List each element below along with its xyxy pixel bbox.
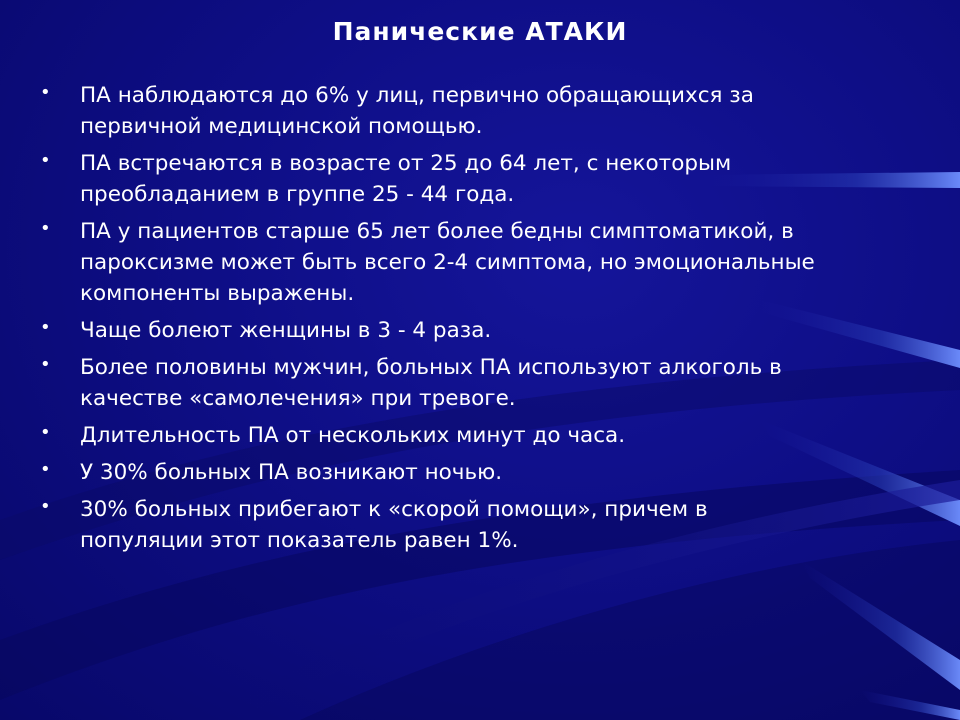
bullet-text: Более половины мужчин, больных ПА используют алкоголь в качестве «самолечения» при тревоге. [80, 355, 782, 411]
bullet-item [40, 457, 920, 488]
bullet-item [40, 420, 920, 451]
bullet-text: ПА наблюдаются до 6% у лиц, первично обращающихся за первичной медицинской помощью. [80, 83, 754, 139]
slide-title: Панические АТАКИ [332, 17, 628, 46]
bullet-text: 30% больных прибегают к «скорой помощи», причем в популяции этот показатель равен 1%. [80, 497, 708, 553]
bullet-text: Чаще болеют женщины в 3 - 4 раза. [80, 318, 492, 343]
bullet-dot-icon: • [40, 82, 51, 103]
bullet-dot-icon: • [40, 317, 51, 338]
bullet-text: Длительность ПА от нескольких минут до часа. [80, 423, 626, 448]
bullet-item [40, 315, 920, 346]
bullet-text: ПА встречаются в возрасте от 25 до 64 лет, с некоторым преобладанием в группе 25 - 44 года. [80, 151, 732, 207]
bullet-dot-icon: • [40, 496, 51, 517]
bullet-text: У 30% больных ПА возникают ночью. [80, 460, 503, 485]
bullet-dot-icon: • [40, 354, 51, 375]
bullet-item [40, 494, 920, 556]
bullet-item [40, 216, 920, 309]
bullet-dot-icon: • [40, 218, 51, 239]
bullet-dot-icon: • [40, 459, 51, 480]
bullet-item [40, 148, 920, 210]
bullet-item [40, 80, 920, 142]
bullet-dot-icon: • [40, 422, 51, 443]
bullet-text: ПА у пациентов старше 65 лет более бедны симптоматикой, в пароксизме может быть всего 2-4 симптома, но эмоциональные компоненты выражены. [80, 219, 815, 306]
bullet-dot-icon: • [40, 150, 51, 171]
bullet-list [40, 80, 920, 562]
bullet-item [40, 352, 920, 414]
